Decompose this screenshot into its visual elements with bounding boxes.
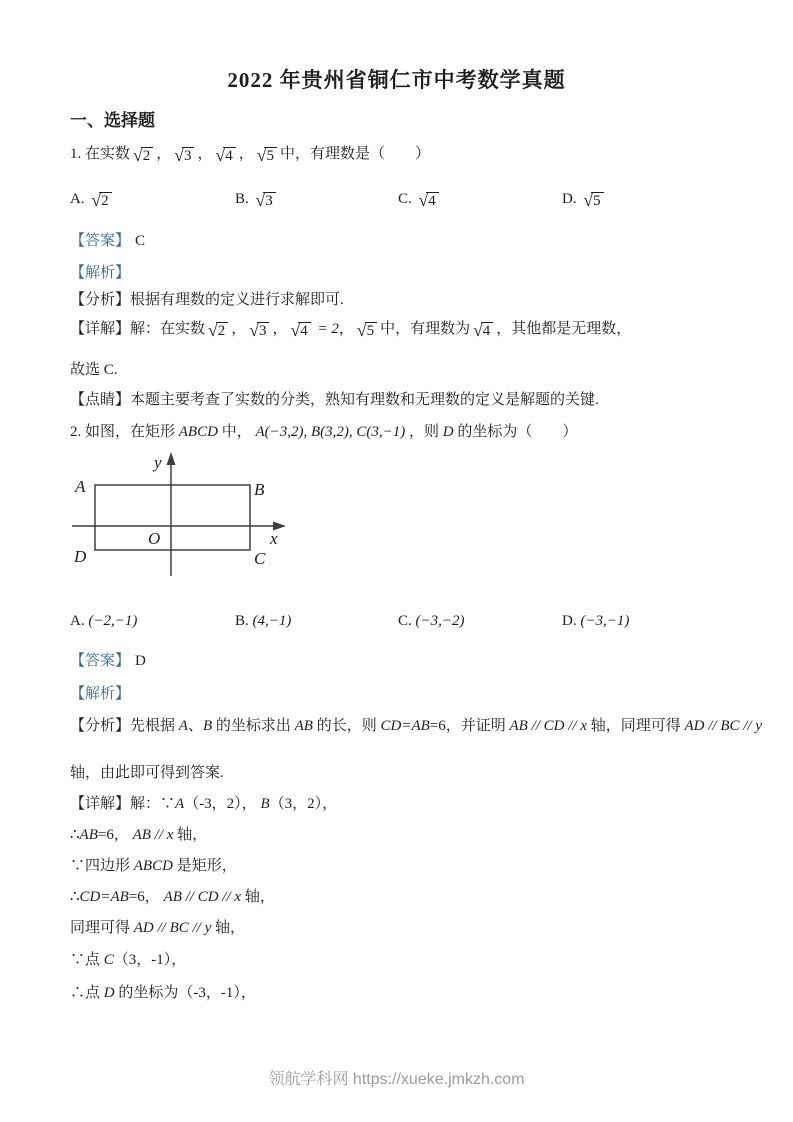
figure-label-origin: O [148,529,161,548]
figure-label-d: D [74,547,87,566]
figure-label-b: B [254,480,265,499]
answer-value: D [135,653,146,669]
answer-value: C [135,233,146,249]
sqrt-radical: √ 4 [290,322,310,340]
q2-options [70,608,730,638]
answer-label: 【答案】 [70,233,131,249]
q1-stem: 1. 在实数 √ 2 ， √ 3 ， √ 4 ， √ 5 中，有理数是（ ） [70,144,430,165]
sqrt-radical: √ 4 [215,147,235,165]
sqrt-radical: √ 4 [419,192,439,210]
q1-dianjing-line: 【点睛】本题主要考查了实数的分类，熟知有理数和无理数的定义是解题的关键. [70,392,599,408]
q1-option-b: B. √ 3 [235,186,279,212]
y-axis-arrow-icon [167,452,176,465]
watermark-footer: 领航学科网 https://xueke.jmkzh.com [268,1071,525,1088]
q2-detail-line: ∵点 C（3，-1）， [70,952,187,968]
section-heading: 一、选择题 [70,111,155,130]
sqrt-radical: √ 2 [208,322,228,340]
sqrt-radical: √ 3 [174,147,194,165]
figure-label-c: C [254,549,266,568]
q2-fenxi-line-1: 【分析】先根据 A、B 的坐标求出 AB 的长，则 CD=AB=6，并证明 AB // CD // x 轴，同理可得 AD // BC // y [70,718,763,734]
q2-option-d: D. (−3,−1) [562,613,630,629]
q2-option-b: B. (4,−1) [235,613,292,629]
q2-coordinate-figure [70,448,360,596]
rectangle-abcd [95,485,250,550]
q2-answer-line [70,648,146,674]
q1-option-d: D. √ 5 [562,186,607,212]
analysis-label: 【解析】 [70,265,131,281]
sqrt-radical: √ 3 [256,192,276,210]
figure-label-x-axis: x [270,529,278,548]
sqrt-radical: √ 2 [91,192,111,210]
q1-answer-line [70,228,145,254]
sqrt-radical: √ 2 [133,147,153,165]
sqrt-radical: √ 5 [257,147,277,165]
q2-fenxi-line-2: 轴，由此即可得到答案. [70,765,224,781]
q1-analysis-label-line [70,260,130,286]
q2-detail-line: ∵四边形 ABCD 是矩形， [70,858,237,874]
q2-detail-line: 【详解】解：∵A（-3，2）， B（3，2）， [70,796,338,812]
page-title: 2022 年贵州省铜仁市中考数学真题 [227,68,566,92]
figure-label-a: A [75,477,86,496]
q1-option-c: C. √ 4 [398,186,442,212]
sqrt-radical: √ 4 [473,322,493,340]
q2-detail-line: ∴点 D 的坐标为（-3，-1）， [70,985,256,1001]
analysis-label: 【解析】 [70,686,131,702]
q1-xiangjie-line: 【详解】解：在实数 √ 2 ， √ 3 ， √ 4 = 2， √ 5 中，有理数为 √ 4 ，其他都是无理数， [70,319,632,340]
answer-label: 【答案】 [70,653,131,669]
q2-stem: 2. 如图，在矩形 ABCD 中， A(−3,2), B(3,2), C(3,−1) ，则 D 的坐标为（ ） [70,424,578,440]
sqrt-radical: √ 5 [583,192,603,210]
q2-option-c: C. (−3,−2) [398,613,465,629]
figure-label-y-axis: y [154,453,162,472]
q2-detail-line: ∴AB=6， AB // x 轴， [70,827,208,843]
q2-analysis-label-line [70,681,130,707]
q2-detail-line: 同理可得 AD // BC // y 轴， [70,920,246,936]
q1-options [70,186,730,216]
sqrt-radical: √ 5 [357,322,377,340]
q1-option-a: A. √ 2 [70,186,115,212]
q2-option-a: A. (−2,−1) [70,613,138,629]
q1-conclusion-line: 故选 C. [70,362,118,378]
q1-fenxi-line: 【分析】根据有理数的定义进行求解即可. [70,292,344,308]
q2-detail-line: ∴CD=AB=6， AB // CD // x 轴， [70,889,275,905]
sqrt-radical: √ 3 [249,322,269,340]
